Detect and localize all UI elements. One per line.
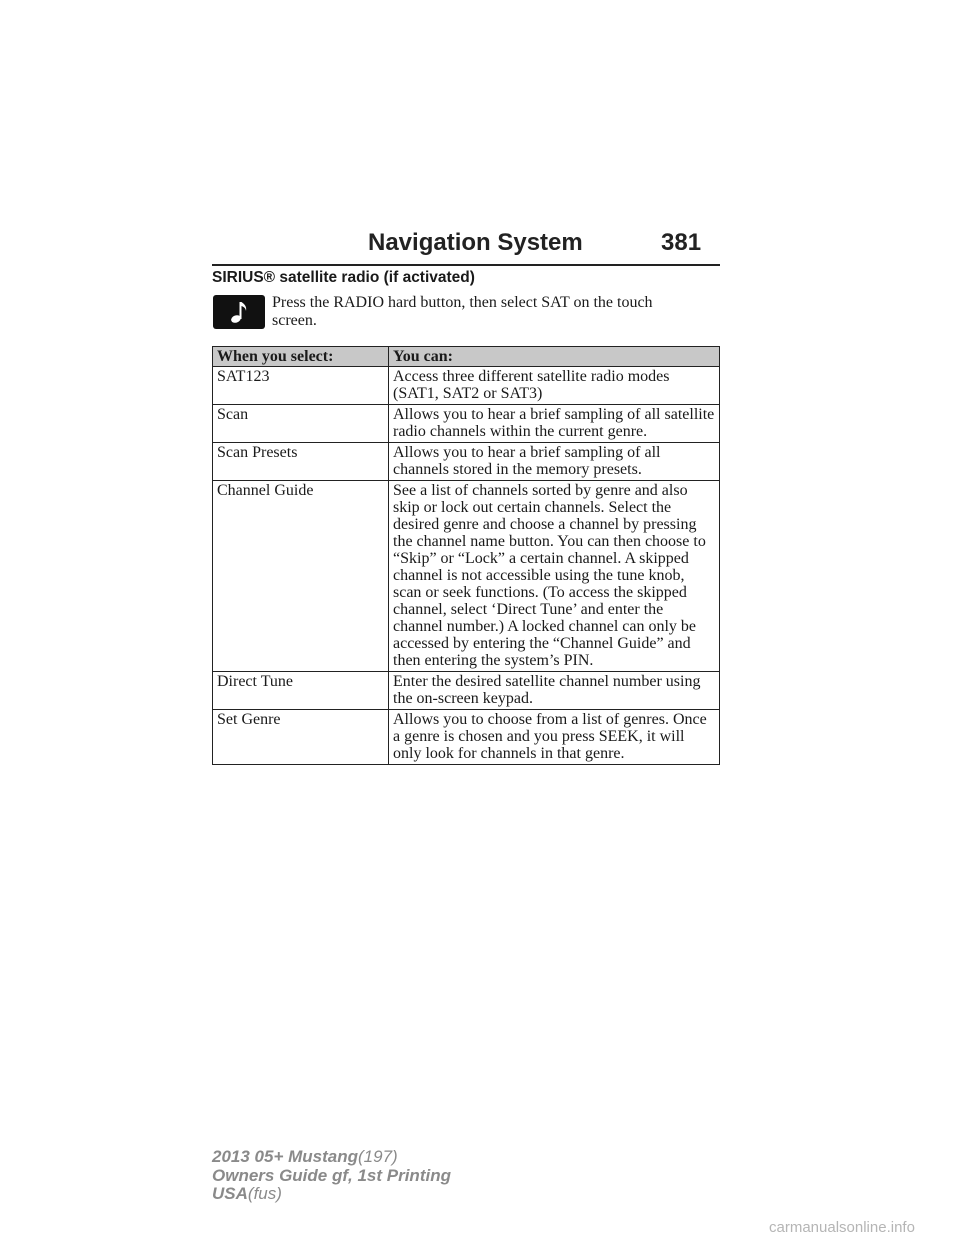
page-header-title: Navigation System	[368, 229, 583, 256]
intro-line-2: screen.	[272, 311, 317, 329]
footer-page-ref: (197)	[358, 1147, 398, 1166]
table-row	[213, 710, 720, 765]
table-cell-can: Allows you to hear a brief sampling of all channels stored in the memory presets.	[389, 443, 720, 481]
table-row	[213, 672, 720, 710]
table-cell-can: See a list of channels sorted by genre and also skip or lock out certain channels. Select the desired genre and choose a channel by pressing the channel name button. You can then choose to “Skip” or “Lock” a certain channel. A skipped channel is not accessible using the tune knob, scan or seek functions. (To access the skipped channel, select ‘Direct Tune’ and enter the channel number.) A locked channel can only be accessed by entering the “Channel Guide” and then entering the system’s PIN.	[389, 481, 720, 672]
music-note-icon	[213, 295, 265, 329]
footer-market-code: (fus)	[247, 1184, 282, 1203]
table-cell-select: Scan Presets	[213, 443, 389, 481]
table-row	[213, 481, 720, 672]
intro-line-1: Press the RADIO hard button, then select SAT on the touch	[272, 294, 653, 311]
table-cell-select: Scan	[213, 405, 389, 443]
footer-market: USA	[212, 1184, 248, 1203]
table-cell-can: Allows you to choose from a list of genres. Once a genre is chosen and you press SEEK, it will only look for channels in that genre.	[389, 710, 720, 765]
table-cell-can: Allows you to hear a brief sampling of all satellite radio channels within the current genre.	[389, 405, 720, 443]
footer-line-3	[212, 1185, 451, 1204]
table-cell-select: SAT123	[213, 367, 389, 405]
print-footer	[212, 1148, 451, 1204]
footer-model: 2013 05+ Mustang	[212, 1147, 358, 1166]
section-heading: SIRIUS® satellite radio (if activated)	[212, 269, 475, 286]
table-row	[213, 367, 720, 405]
table-cell-select: Channel Guide	[213, 481, 389, 672]
sat-functions-table	[212, 346, 720, 765]
table-header-can: You can:	[389, 347, 720, 367]
watermark: carmanualsonline.info	[769, 1219, 915, 1236]
table-cell-can: Enter the desired satellite channel number using the on-screen keypad.	[389, 672, 720, 710]
intro-text	[272, 294, 712, 329]
footer-line-2	[212, 1167, 451, 1186]
table-header-select: When you select:	[213, 347, 389, 367]
table-header-row	[213, 347, 720, 367]
table-cell-can: Access three different satellite radio modes (SAT1, SAT2 or SAT3)	[389, 367, 720, 405]
table-cell-select: Direct Tune	[213, 672, 389, 710]
footer-line-1	[212, 1148, 451, 1167]
page-number: 381	[661, 229, 702, 256]
table-cell-select: Set Genre	[213, 710, 389, 765]
table-row	[213, 405, 720, 443]
header-rule	[212, 264, 720, 266]
table-row	[213, 443, 720, 481]
footer-printing: Owners Guide gf, 1st Printing	[212, 1165, 451, 1185]
